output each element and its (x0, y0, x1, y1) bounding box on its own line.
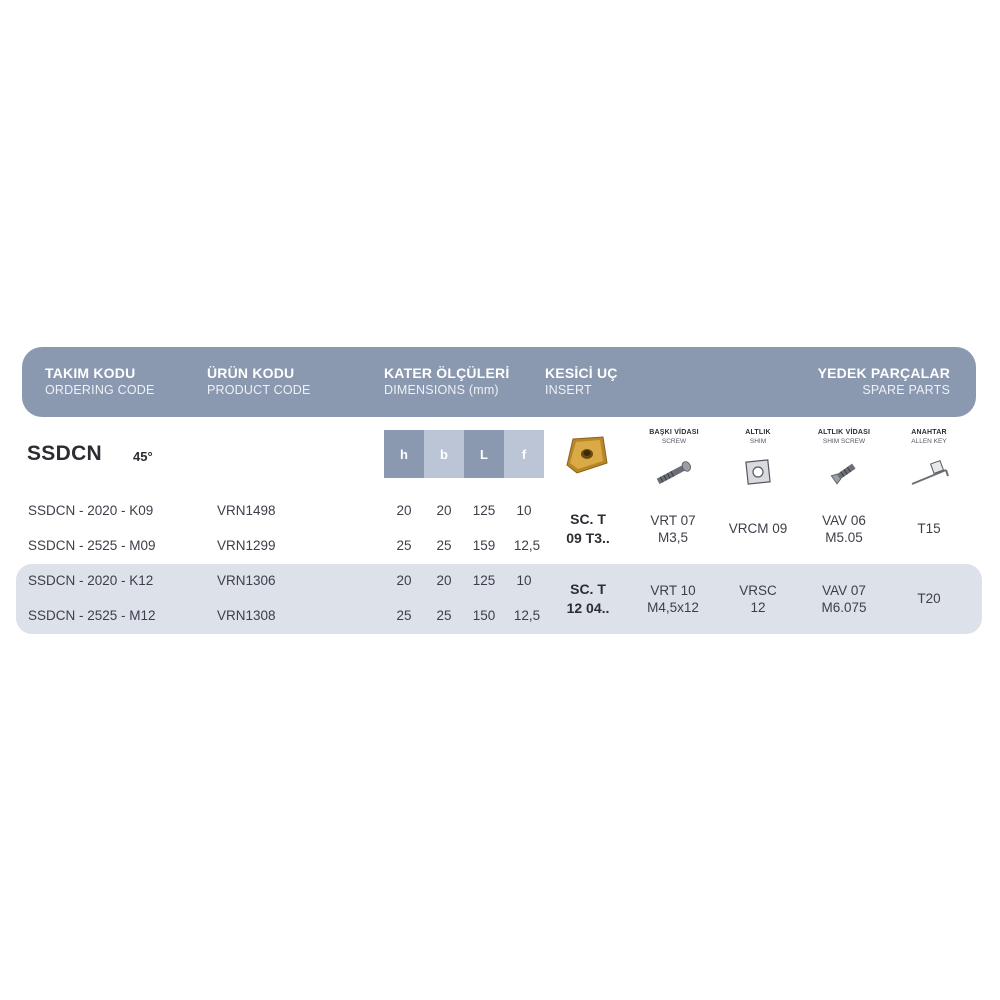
dim-header-b: b (424, 430, 464, 478)
dim-f-cell: 10 (516, 503, 532, 518)
product-code-cell: VRN1299 (217, 538, 276, 553)
shim-screw-code-line2: M6.075 (821, 600, 867, 615)
dim-header-L: L (464, 430, 504, 478)
spare-parts-header-tr: YEDEK PARÇALAR (817, 365, 950, 381)
dimensions-header-tr: KATER ÖLÇÜLERİ (384, 365, 510, 381)
shim-code-line1: VRCM 09 (728, 521, 788, 536)
ordering-code-cell: SSDCN - 2020 - K12 (28, 573, 154, 588)
spare-shim-label (718, 428, 798, 446)
screw-code (628, 582, 718, 616)
insert-header-tr: KESİCİ UÇ (545, 365, 618, 381)
dim-h-cell: 25 (396, 608, 412, 623)
product-code-cell: VRN1498 (217, 503, 276, 518)
screw-icon (652, 458, 696, 488)
insert-code (548, 510, 628, 548)
insert-code-line1: SC. T (570, 511, 606, 527)
table-header (22, 347, 976, 417)
shim-screw-code (799, 582, 889, 616)
family-angle: 45° (133, 449, 153, 464)
ordering-code-header (45, 365, 155, 398)
dim-b-cell: 25 (436, 608, 452, 623)
product-code-header-tr: ÜRÜN KODU (207, 365, 295, 381)
dim-f-cell: 10 (516, 573, 532, 588)
allen-key-code: T20 (917, 591, 941, 606)
dimensions-header (384, 365, 509, 398)
insert-image (563, 433, 611, 477)
spare-parts-header (818, 365, 950, 398)
spare-key-label-en: ALLEN KEY (911, 438, 947, 445)
shim-code-line2: 12 (750, 600, 766, 615)
shim-screw-code (799, 512, 889, 546)
insert-code-line2: 09 T3.. (566, 530, 610, 546)
shim-screw-code-line2: M5.05 (825, 530, 863, 545)
dim-b-cell: 20 (436, 503, 452, 518)
product-code-cell: VRN1308 (217, 608, 276, 623)
allen-key-icon (908, 458, 952, 488)
shim-icon (744, 458, 772, 486)
spare-parts-header-en: SPARE PARTS (862, 383, 950, 397)
product-code-cell: VRN1306 (217, 573, 276, 588)
insert-code (548, 580, 628, 618)
dim-f-cell: 12,5 (513, 538, 541, 553)
dim-L-cell: 159 (472, 538, 496, 553)
screw-code-line2: M3,5 (657, 530, 688, 545)
spare-shim-screw-label-en: SHIM SCREW (822, 438, 866, 445)
screw-code (628, 512, 718, 546)
shim-screw-code-line1: VAV 06 (822, 513, 866, 528)
dimensions-header-en: DIMENSIONS (mm) (384, 383, 499, 397)
spare-screw-label-en: SCREW (661, 438, 687, 445)
dim-f-cell: 12,5 (513, 608, 541, 623)
shim-code (713, 582, 803, 616)
dim-L-cell: 150 (472, 608, 496, 623)
shim-screw-code-line1: VAV 07 (822, 583, 866, 598)
insert-code-line2: 12 04.. (566, 600, 610, 616)
dim-h-cell: 20 (396, 503, 412, 518)
spare-screw-label (634, 428, 714, 446)
shim-code-line1: VRSC (739, 583, 777, 598)
dim-h-cell: 25 (396, 538, 412, 553)
ordering-code-header-tr: TAKIM KODU (45, 365, 136, 381)
product-code-header-en: PRODUCT CODE (207, 383, 311, 397)
screw-code-line2: M4,5x12 (647, 600, 699, 615)
insert-header-en: INSERT (545, 383, 592, 397)
product-code-header (207, 365, 311, 398)
dim-h-cell: 20 (396, 573, 412, 588)
spare-shim-screw-label (804, 428, 884, 446)
ordering-code-cell: SSDCN - 2525 - M12 (28, 608, 156, 623)
shim-screw-icon (828, 458, 860, 488)
dim-header-h: h (384, 430, 424, 478)
ordering-code-cell: SSDCN - 2525 - M09 (28, 538, 156, 553)
dim-b-cell: 25 (436, 538, 452, 553)
screw-code-line1: VRT 07 (650, 513, 696, 528)
allen-key-code: T15 (917, 521, 941, 536)
dim-L-cell: 125 (472, 573, 496, 588)
spare-shim-screw-label-tr: ALTLIK VİDASI (817, 429, 871, 436)
dim-header-f: f (504, 430, 544, 478)
ordering-code-cell: SSDCN - 2020 - K09 (28, 503, 154, 518)
spare-shim-label-tr: ALTLIK (745, 429, 771, 436)
insert-code-line1: SC. T (570, 581, 606, 597)
insert-header (545, 365, 618, 398)
screw-code-line1: VRT 10 (650, 583, 696, 598)
spare-screw-label-tr: BAŞKI VİDASI (649, 429, 699, 436)
family-title: SSDCN (27, 442, 103, 465)
dim-L-cell: 125 (472, 503, 496, 518)
spare-key-label-tr: ANAHTAR (911, 429, 947, 436)
dim-b-cell: 20 (436, 573, 452, 588)
ordering-code-header-en: ORDERING CODE (45, 383, 155, 397)
spare-shim-label-en: SHIM (749, 438, 767, 445)
shim-code (713, 520, 803, 537)
spare-key-label (889, 428, 969, 446)
